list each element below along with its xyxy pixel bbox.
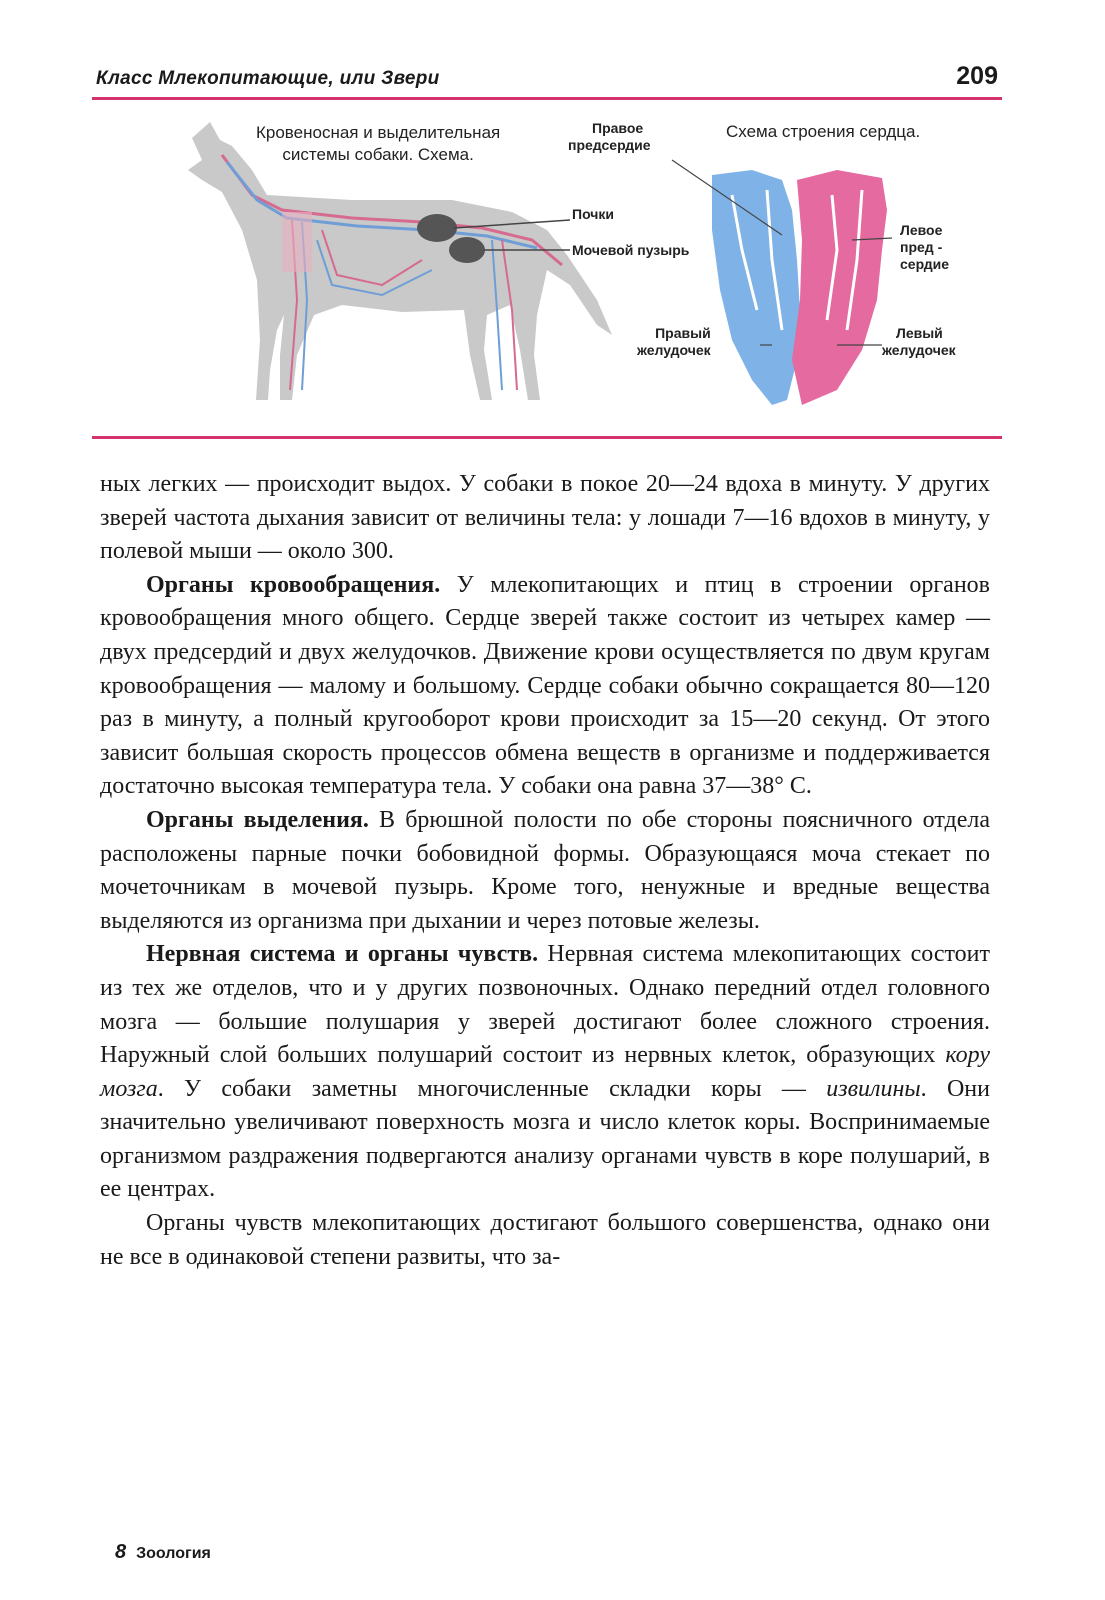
label-left-atrium-1: Левое [900, 222, 943, 238]
page-number: 209 [956, 62, 998, 90]
label-left-atrium-2: пред - [900, 239, 943, 255]
paragraph-senses: Органы чувств млекопитающих достигают большого совершенства, однако они не все в одинаковой степени развиты, что за- [100, 1210, 990, 1270]
text-excretion: В брюшной полости по обе стороны поясничного отдела расположены парные почки бобовидной формы. Образующаяся моча стекает по мочеточникам в мочевой пузырь. Кроме того, ненужные и вредные вещества выделяются из организма при дыхании и через потовые железы. [100, 806, 990, 934]
label-right-ventricle-2: желудочек [637, 342, 711, 358]
text-circulation: У млекопитающих и птиц в строении органов кровообращения много общего. Сердце зверей также состоит из четырех камер — двух предсердий и двух желудочков. Движение крови осуществляется по двум кругам кровообращения — малому и большому. Сердце собаки обычно сокращается 80—120 раз в минуту, а полный кругооборот крови происходит за 15—20 секунд. От этого зависит большая скорость процессов обмена веществ в организме и поддерживается достаточно высокая температура тела. У собаки она равна 37—38° С. [100, 571, 991, 800]
page-footer [115, 1541, 211, 1564]
label-left-ventricle-1: Левый [896, 325, 943, 341]
label-left-ventricle-2: желудочек [882, 342, 956, 358]
text-nervous-a: Нервная система млекопитающих состоит из тех же отделов, что и у других позвоночных. Однако передний отдел головного мозга — большие полушария у зверей достигают более сложного строения. Наружный слой больших полушарий состоит из нервных клеток, образующих [100, 941, 991, 1069]
label-bladder: Мочевой пузырь [572, 242, 690, 258]
text-nervous-b: . У собаки заметны многочисленные складки коры — [157, 1075, 827, 1102]
figure-circulatory [92, 100, 1002, 435]
body-text [100, 468, 990, 1274]
heading-excretion: Органы выделения. [146, 806, 369, 833]
paragraph-circulation [100, 569, 990, 804]
term-gyri: извилины [826, 1075, 921, 1102]
heading-circulation: Органы кровообращения. [146, 571, 441, 598]
heading-nervous-system: Нервная система и органы чувств. [146, 941, 539, 968]
label-right-ventricle [637, 325, 711, 359]
paragraph-breathing: ных легких — происходит выдох. У собаки в покое 20—24 вдоха в минуту. У других зверей частота дыхания зависит от величины тела: у лошади 7—16 вдохов в минуту, у полевой мыши — около 300. [100, 471, 990, 565]
paragraph-nervous-system [100, 938, 990, 1207]
label-left-ventricle [882, 325, 956, 359]
dog-caption-line1: Кровеносная и выделительная [256, 123, 501, 142]
label-right-atrium-1: Правое [592, 120, 644, 136]
dog-caption [256, 122, 500, 166]
dog-caption-line2: системы собаки. Схема. [282, 145, 474, 164]
running-head: Класс Млекопитающие, или Звери [96, 68, 440, 89]
label-right-atrium [568, 120, 651, 154]
label-left-atrium-3: сердие [900, 256, 950, 272]
term-cortex: кору мозга [100, 1042, 990, 1102]
label-left-atrium [900, 222, 949, 273]
label-right-ventricle-1: Правый [655, 325, 711, 341]
figure-illustration [92, 100, 1002, 435]
page-header [96, 62, 998, 96]
heart-caption: Схема строения сердца. [726, 122, 921, 141]
signature-number: 8 [115, 1541, 127, 1563]
text-nervous-c: . Они значительно увеличивают поверхность мозга и число клеток коры. Воспринимаемые организмом раздражения подвергаются анализу органами чувств в коре полушарий, в ее центрах. [100, 1075, 990, 1203]
bottom-rule [92, 436, 1002, 439]
footer-title: Зоология [136, 1545, 211, 1562]
paragraph-excretion [100, 804, 990, 938]
label-kidneys: Почки [572, 206, 615, 222]
label-right-atrium-2: предсердие [568, 137, 651, 153]
heart-diagram [672, 160, 892, 405]
